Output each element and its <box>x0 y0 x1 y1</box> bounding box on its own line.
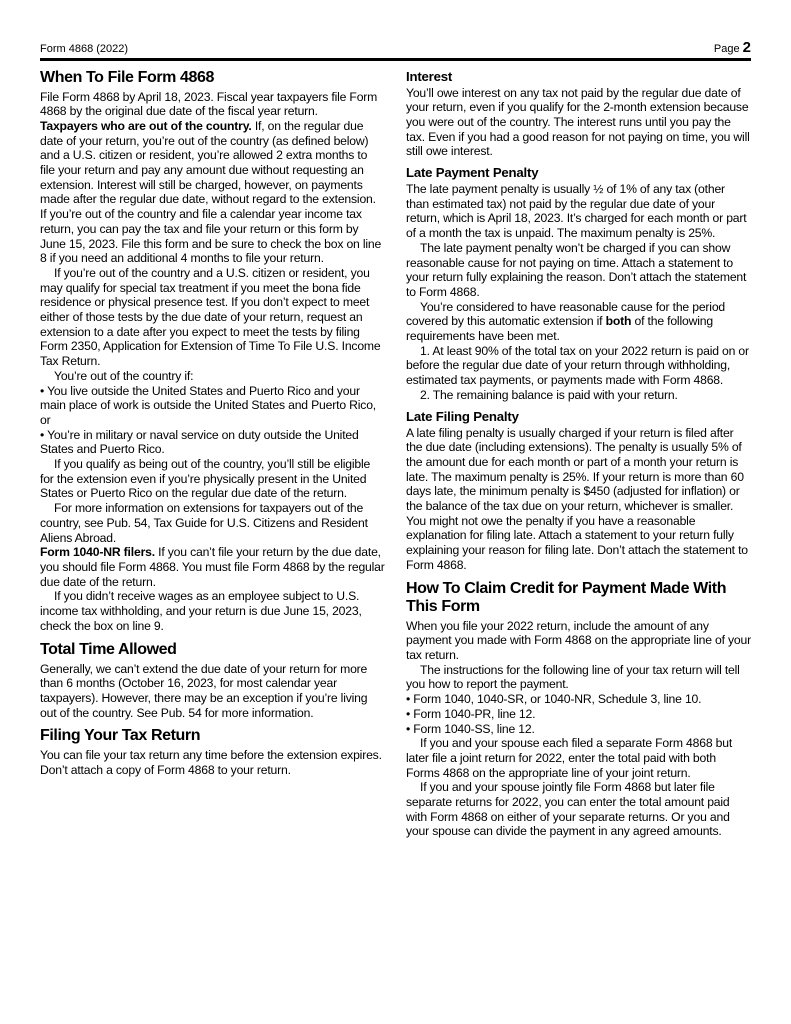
bullet-icon: • <box>406 692 414 707</box>
paragraph: If you and your spouse jointly file Form 4868 but later file separate returns for 2022, you can enter the total amount paid with Form 4868 on either of your separate returns. Or you and your spouse can divide the payment in any agreed amounts. <box>406 780 730 839</box>
paragraph: File Form 4868 by April 18, 2023. Fiscal year taxpayers file Form 4868 by the original due date of the fiscal year return. <box>40 89 378 119</box>
section-heading: Filing Your Tax Return <box>40 727 201 745</box>
paragraph: You can file your tax return any time before the extension expires. Don’t attach a copy of Form 4868 to your return. <box>40 748 382 778</box>
page-number <box>713 39 751 56</box>
paragraph: You’ll owe interest on any tax not paid by the regular due date of your return, even if you qualify for the 2-month extension because you were out of the country. The interest runs until you pay the tax. Even if you had a good reason for not paying on time, you will still owe interest. <box>406 85 750 159</box>
paragraph: A late filing penalty is usually charged if your return is filed after the due date (including extensions). The penalty is usually 5% of the amount due for each month or part of a month your return is late. The maximum penalty is 25%. If your return is more than 60 days late, the minimum penalty is $450 (adjusted for inflation) or the balance of the tax due on your return, whichever is smaller. You might not owe the penalty if you have a reasonable explanation for filing late. Attach a statement to your return fully explaining your reason for filing late. Don’t attach the statement to Form 4868. <box>406 425 748 572</box>
paragraph: If you qualify as being out of the country, you’ll still be eligible for the extension even if you’re physically present in the United States or Puerto Rico on the regular due date of the return. <box>40 457 371 501</box>
left-column <box>40 69 385 840</box>
form-id: Form 4868 (2022) <box>40 43 129 55</box>
bullet-icon: • <box>40 427 48 442</box>
paragraph: If you didn’t receive wages as an employee subject to U.S. income tax withholding, and your return is due June 15, 2023, check the box on line 9. <box>40 589 362 633</box>
bullet-item: • Form 1040-SS, line 12. <box>406 721 535 736</box>
section-heading: Late Filing Penalty <box>406 408 519 424</box>
paragraph: You’re out of the country if: <box>54 368 194 383</box>
paragraph: The late payment penalty won’t be charged if you can show reasonable cause for not paying on time. Attach a statement to your return fully explaining the reason. Don’t attach the statement to Form 4868. <box>406 240 747 299</box>
page-header <box>40 39 751 56</box>
bullet-icon: • <box>406 706 414 721</box>
header-rule <box>40 58 751 61</box>
paragraph: When you file your 2022 return, include the amount of any payment you made with Form 4868 on the appropriate line of your tax return. <box>406 618 752 662</box>
bullet-item: • You live outside the United States and Puerto Rico and your main place of work is outside the United States and Puerto Rico, or <box>40 383 377 427</box>
section-heading: How To Claim Credit for Payment Made With This Form <box>406 579 727 615</box>
page-number-value: 2 <box>742 39 751 56</box>
section-heading: Late Payment Penalty <box>406 165 539 181</box>
bullet-item: • Form 1040-PR, line 12. <box>406 706 536 721</box>
paragraph: For more information on extensions for taxpayers out of the country, see Pub. 54, Tax Guide for U.S. Citizens and Resident Aliens Abroad. <box>40 501 368 545</box>
paragraph: Form 1040-NR filers. If you can’t file your return by the due date, you should file Form 4868. You must file Form 4868 by the regular due date of the return. <box>40 545 385 589</box>
paragraph: You’re considered to have reasonable cause for the period covered by this automatic extension if both of the following requirements have been met. <box>406 299 726 344</box>
paragraph: 1. At least 90% of the total tax on your 2022 return is paid on or before the regular due date of your return through withholding, estimated tax payments, or payments made with Form 4868. <box>406 343 749 388</box>
bullet-icon: • <box>406 721 414 736</box>
paragraph: The instructions for the following line of your tax return will tell you how to report the payment. <box>406 662 740 692</box>
right-column <box>406 69 751 840</box>
paragraph: If you’re out of the country and a U.S. citizen or resident, you may qualify for special tax treatment if you meet the bona fide residence or physical presence test. If you don’t expect to meet either of those tests by the due date of your return, request an extension to a date after you expect to meet the tests by filing Form 2350, Application for Extension of Time To File U.S. Income Tax Return. <box>40 265 381 369</box>
bullet-item: • Form 1040, 1040-SR, or 1040-NR, Schedule 3, line 10. <box>406 692 702 707</box>
bullet-item: • You’re in military or naval service on duty outside the United States and Puerto Rico. <box>40 427 359 457</box>
two-column-body <box>40 69 751 840</box>
section-heading: When To File Form 4868 <box>40 68 215 86</box>
bullet-icon: • <box>40 383 48 398</box>
section-heading: Interest <box>406 68 453 84</box>
paragraph: If you and your spouse each filed a separate Form 4868 but later file a joint return for 2022, enter the total paid with both Forms 4868 on the appropriate line of your joint return. <box>406 736 733 780</box>
paragraph: The late payment penalty is usually ½ of 1% of any tax (other than estimated tax) not paid by the regular due date of your return, which is April 18, 2023. It’s charged for each month or part of a month the tax is unpaid. The maximum penalty is 25%. <box>406 182 747 241</box>
section-heading: Total Time Allowed <box>40 640 177 658</box>
paragraph: 2. The remaining balance is paid with your return. <box>420 387 678 402</box>
page-number-label: Page <box>713 43 740 55</box>
paragraph: Taxpayers who are out of the country. If, on the regular due date of your return, you’re out of the country (as defined below) and a U.S. citizen or resident, you’re allowed 2 extra months to file your return and pay any amount due without requesting an extension. Interest will still be charged, however, on payments made after the regular due date, without regard to the extension. If you’re out of the country and file a calendar year income tax return, you can pay the tax and file your return or this form by June 15, 2023. File this form and be sure to check the box on line 8 if you need an additional 4 months to file your return. <box>40 118 382 266</box>
paragraph: Generally, we can’t extend the due date of your return for more than 6 months (October 16, 2023, for most calendar year taxpayers). However, there may be an exception if you’re living out of the country. See Pub. 54 for more information. <box>40 661 368 720</box>
